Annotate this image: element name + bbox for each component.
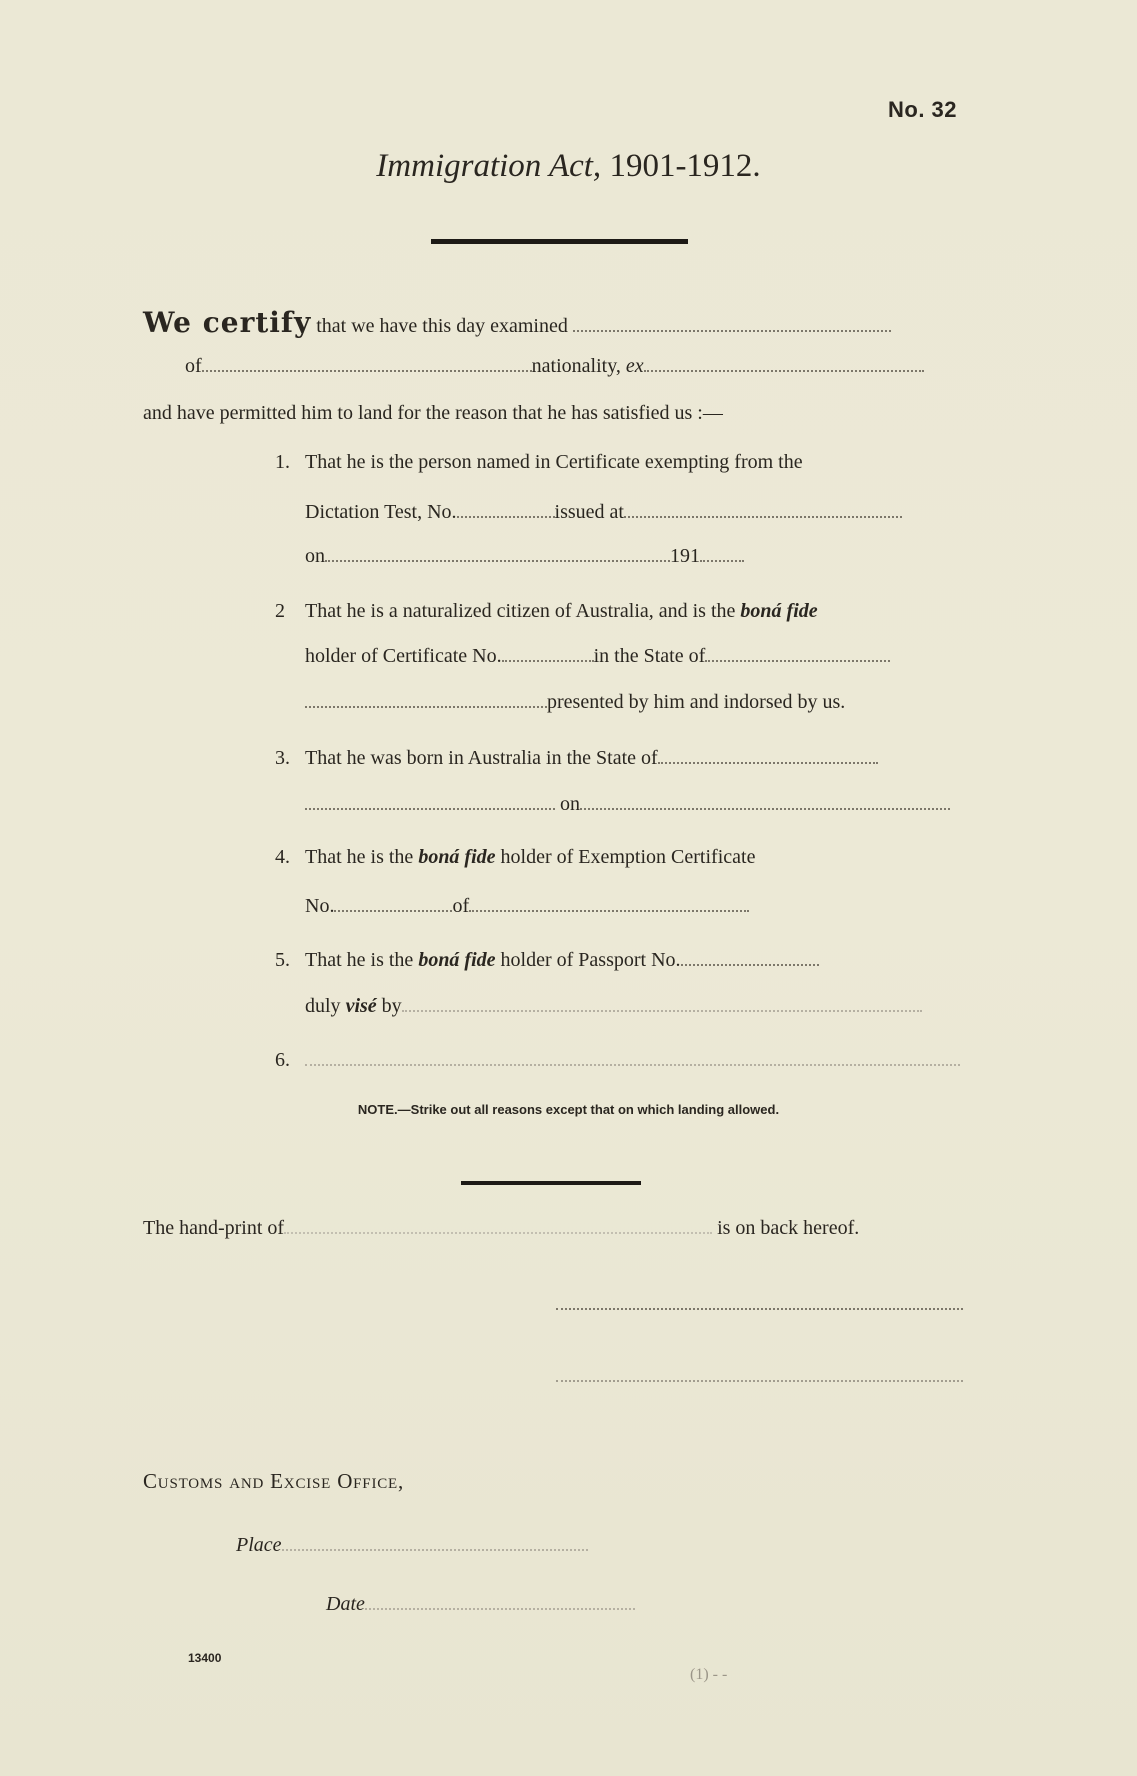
reason-2-line2 [305, 642, 890, 668]
title-divider [431, 239, 688, 244]
pencil-mark: (1) - - [690, 1666, 728, 1683]
reason-4-text-b: holder of Exemption Certificate [500, 846, 756, 868]
place-line [236, 1531, 588, 1557]
bona-fide-term: boná fide [418, 846, 496, 868]
date-line [326, 1590, 635, 1616]
certify-lead: We certify [143, 306, 312, 339]
reason-intro: and have permitted him to land for the reason that he has satisfied us :— [143, 402, 723, 424]
certificate-no-label: holder of Certificate No. [305, 645, 502, 667]
reason-1-line3 [305, 542, 744, 568]
reason-6-field[interactable] [305, 1046, 960, 1066]
exemption-of-label: of [452, 895, 470, 917]
issued-at-field[interactable] [624, 498, 902, 518]
form-number: No. 32 [888, 97, 958, 122]
reason-5-line2 [305, 992, 922, 1018]
reason-2-line1 [275, 600, 818, 623]
date-field[interactable] [365, 1590, 635, 1610]
state-label: in the State of [593, 645, 706, 667]
handprint-line [143, 1214, 859, 1240]
bona-fide-term: boná fide [740, 600, 818, 622]
on-date-field[interactable] [325, 542, 670, 562]
reason-5-line1 [275, 946, 819, 972]
birth-on-label: on [560, 793, 580, 815]
reason-4-line1 [275, 846, 755, 869]
note-divider [461, 1181, 641, 1185]
reason-3-line1 [275, 744, 878, 770]
birth-place-field[interactable] [305, 790, 555, 810]
reason-3-text: That he was born in Australia in the State of [305, 747, 658, 769]
nationality-line [185, 352, 924, 378]
state-field[interactable] [705, 642, 890, 662]
reason-5-text-b: holder of Passport No. [500, 949, 681, 971]
by-label: by [381, 995, 402, 1017]
reason-5-text-a: That he is the [305, 949, 414, 971]
reason-3-line2 [305, 790, 950, 816]
bona-fide-term: boná fide [418, 949, 496, 971]
issued-at-label: issued at [554, 501, 624, 523]
handprint-name-field[interactable] [284, 1214, 712, 1234]
passport-no-field[interactable] [681, 946, 819, 966]
exemption-no-label: No. [305, 895, 335, 917]
exemption-of-field[interactable] [469, 892, 749, 912]
reason-6-line [275, 1046, 960, 1072]
exemption-no-field[interactable] [334, 892, 452, 912]
year-label: 191 [670, 545, 700, 567]
certify-line [143, 306, 891, 339]
vise-term: visé [345, 995, 377, 1017]
strike-out-note: NOTE.—Strike out all reasons except that on which landing allowed. [357, 1102, 780, 1117]
ex-field[interactable] [644, 352, 924, 372]
reason-6-number: 6. [275, 1049, 290, 1071]
certificate-no-field[interactable] [502, 642, 594, 662]
presented-text: presented by him and indorsed by us. [547, 691, 846, 713]
birth-date-field[interactable] [580, 790, 950, 810]
date-label: Date [326, 1593, 365, 1615]
ex-label: ex [625, 355, 644, 377]
title-act-name: Immigration Act, [376, 148, 602, 184]
title-years: 1901-1912. [609, 148, 761, 184]
reason-4-text-a: That he is the [305, 846, 414, 868]
reason-3-number: 3. [275, 747, 290, 769]
birth-state-field[interactable] [658, 744, 878, 764]
presented-field[interactable] [305, 688, 547, 708]
examined-name-field[interactable] [573, 312, 891, 332]
vise-by-field[interactable] [402, 992, 922, 1012]
reason-1-line1 [275, 451, 803, 474]
nationality-label: nationality, [531, 355, 621, 377]
duly-label: duly [305, 995, 341, 1017]
reason-1-line2 [305, 498, 902, 524]
reason-2-line3 [305, 688, 845, 714]
signature-line-2[interactable] [556, 1362, 963, 1387]
dictation-test-label: Dictation Test, No. [305, 501, 457, 523]
reason-1-number: 1. [275, 451, 290, 473]
form-title [0, 148, 1137, 185]
reason-1-text: That he is the person named in Certificate exempting from the [305, 451, 803, 473]
signature-line-1[interactable] [556, 1290, 963, 1315]
on-label: on [305, 545, 325, 567]
reason-2-text: That he is a naturalized citizen of Australia, and is the [305, 600, 736, 622]
office-heading: Customs and Excise Office, [143, 1469, 405, 1493]
year-field[interactable] [700, 542, 744, 562]
handprint-suffix: is on back hereof. [717, 1217, 860, 1239]
dictation-test-no-field[interactable] [457, 498, 555, 518]
print-code: 13400 [188, 1651, 222, 1665]
of-field[interactable] [202, 352, 532, 372]
handprint-prefix: The hand-print of [143, 1217, 285, 1239]
certify-text: that we have this day examined [316, 315, 568, 337]
place-field[interactable] [282, 1531, 588, 1551]
place-label: Place [236, 1534, 282, 1556]
reason-2-number: 2 [275, 600, 285, 622]
reason-4-number: 4. [275, 846, 290, 868]
reason-4-line2 [305, 892, 749, 918]
reason-5-number: 5. [275, 949, 290, 971]
of-label: of [185, 355, 202, 377]
